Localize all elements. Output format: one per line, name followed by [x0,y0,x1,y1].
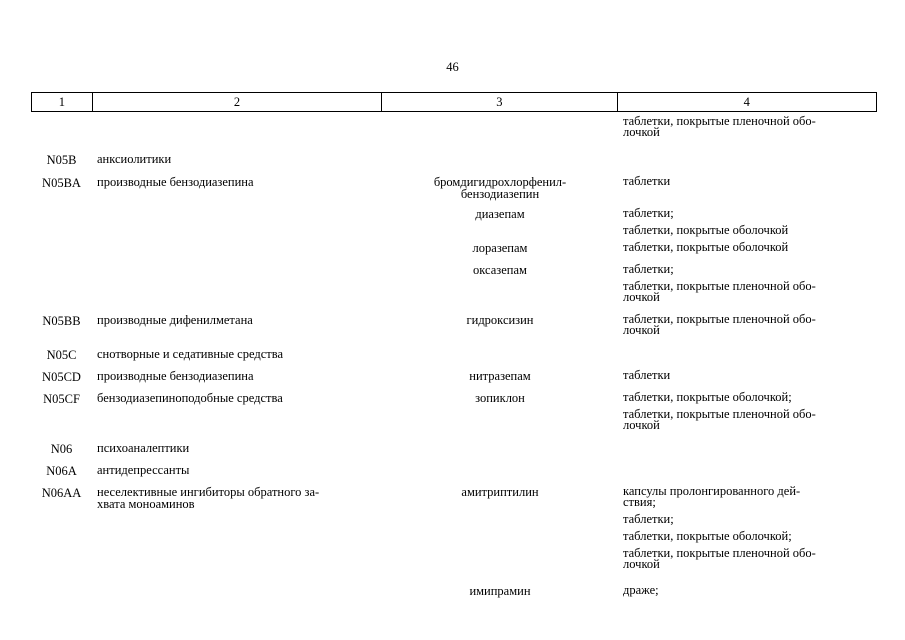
table-row [31,388,877,438]
table-row [31,344,877,366]
drug-name: имипрамин [469,584,531,598]
dosage-forms [618,242,877,253]
atc-code: N06AA [41,486,82,500]
table-row [31,260,877,310]
dosage-form: таблетки; [623,262,674,276]
drug-name: бромдигидрохлорфенил- бензодиазепин [433,175,567,201]
atc-code: N06 [50,442,73,456]
dosage-form: таблетки, покрытые оболочкой; [623,390,792,404]
dosage-form: таблетки, покрытые оболочкой [623,223,789,237]
drug-name: зопиклон [475,391,525,405]
header-col-4: 4 [743,95,750,109]
drug-name: гидроксизин [466,313,534,327]
table-row [31,438,877,460]
atc-code: N05C [46,348,77,362]
table-row [31,170,877,204]
table-row [31,460,877,482]
group-name: неселективные ингибиторы обратного за- хвата моноаминов [97,485,320,511]
group-name: бензодиазепиноподобные средства [97,391,283,405]
group-name: анксиолитики [97,152,172,166]
table-row [31,148,877,170]
drug-name: оксазепам [473,263,527,277]
dosage-forms [618,585,877,596]
atc-code: N05CF [43,392,80,406]
dosage-form: капсулы пролонгированного дей- ствия; [623,484,801,509]
table-row [31,581,877,603]
dosage-form: таблетки, покрытые оболочкой; [623,529,792,543]
drug-name: амитриптилин [461,485,539,499]
table-row [31,482,877,581]
drug-name: нитразепам [469,369,531,383]
header-col-2: 2 [93,93,382,111]
dosage-form: драже; [623,583,659,597]
group-name: производные дифенилметана [97,313,253,327]
table-row [31,112,877,148]
group-name: снотворные и седативные средства [97,347,283,361]
dosage-forms [618,370,877,381]
table-body [31,112,877,603]
table-row [31,310,877,344]
table-row [31,366,877,388]
header-col-3: 3 [382,93,617,111]
dosage-form: таблетки, покрытые оболочкой [623,240,789,254]
group-name: психоаналептики [97,441,190,455]
table-row [31,238,877,260]
dosage-form: таблетки, покрытые пленочной обо- лочкой [623,407,816,432]
dosage-form: таблетки, покрытые пленочной обо- лочкой [623,546,816,571]
atc-code: N06A [46,464,77,478]
dosage-forms [618,208,877,236]
group-name: антидепрессанты [97,463,190,477]
dosage-form: таблетки, покрытые пленочной обо- лочкой [623,114,816,139]
dosage-form: таблетки, покрытые пленочной обо- лочкой [623,279,816,304]
page-number: 46 [446,60,459,74]
dosage-form: таблетки; [623,512,674,526]
dosage-form: таблетки, покрытые пленочной обо- лочкой [623,312,816,337]
dosage-forms [618,116,877,138]
drug-name: диазепам [475,207,525,221]
dosage-forms [618,176,877,187]
atc-code: N05B [46,153,77,167]
table-row [31,204,877,238]
table-header [31,92,877,112]
atc-code: N05BB [42,314,81,328]
group-name: производные бензодиазепина [97,175,254,189]
dosage-forms [618,486,877,570]
dosage-forms [618,314,877,336]
header-col-1: 1 [32,93,93,111]
atc-code: N05CD [42,370,81,384]
atc-code: N05BA [42,176,81,190]
group-name: производные бензодиазепина [97,369,254,383]
dosage-forms [618,392,877,431]
dosage-form: таблетки [623,174,671,188]
dosage-forms [618,264,877,303]
drug-name: лоразепам [472,241,528,255]
dosage-form: таблетки; [623,206,674,220]
dosage-form: таблетки [623,368,671,382]
